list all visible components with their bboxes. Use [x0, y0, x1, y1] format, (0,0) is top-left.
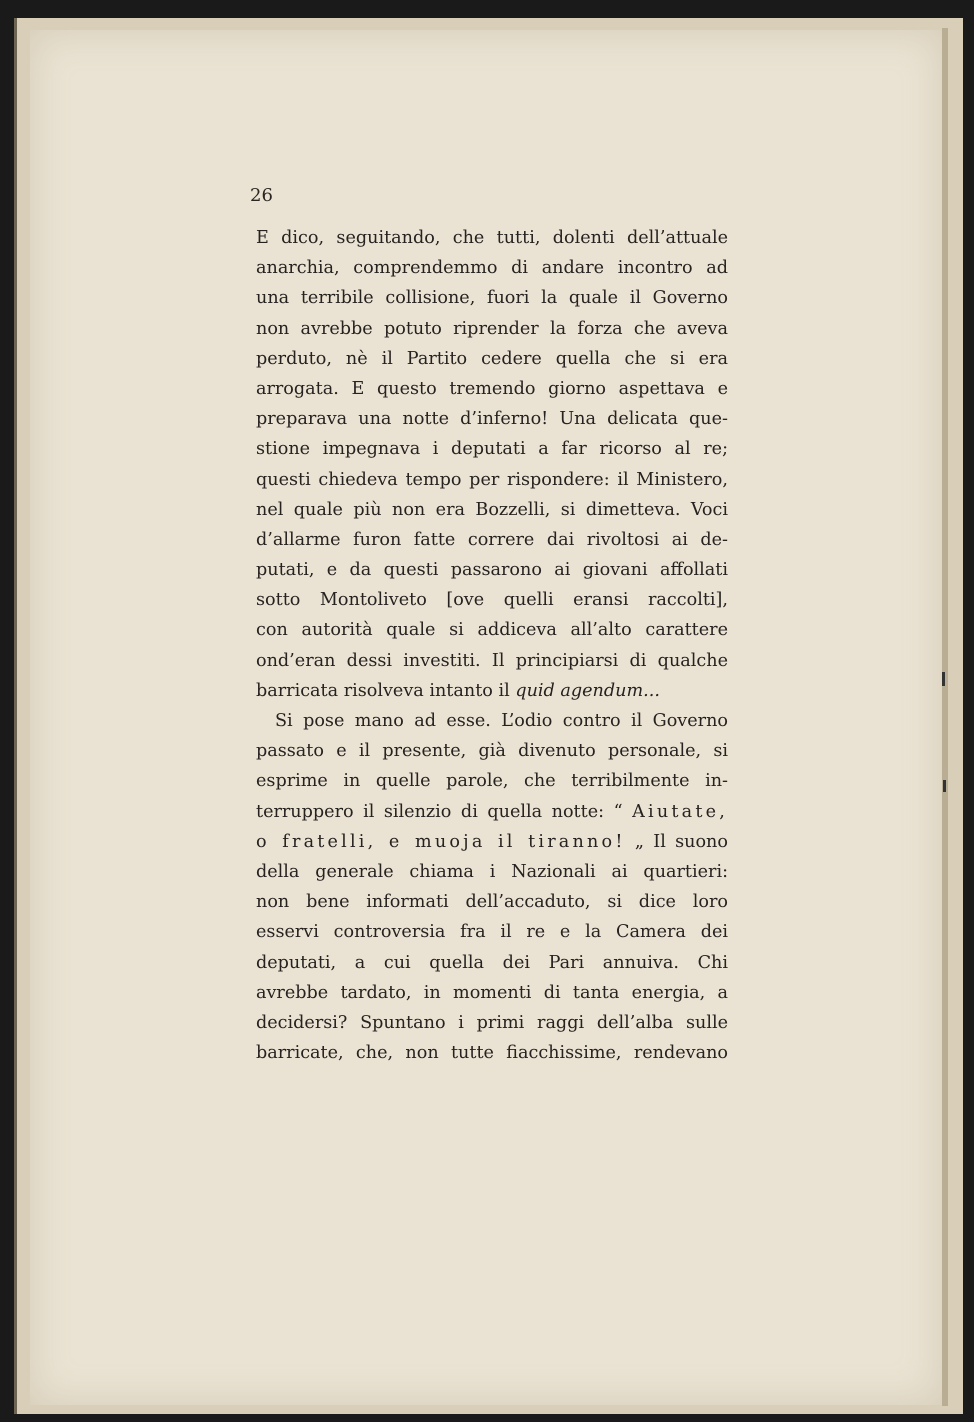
line-segment: Si pose mano ad esse. L’odio contro il Governo	[275, 711, 728, 731]
text-line	[256, 1008, 728, 1038]
text-line	[256, 948, 728, 978]
text-line	[256, 344, 728, 374]
page-number: 26	[250, 185, 273, 206]
text-line	[256, 736, 728, 766]
text-line	[256, 374, 728, 404]
line-segment: barricata risolveva intanto il	[256, 680, 516, 701]
text-line	[256, 1038, 728, 1068]
line-segment: preparava una notte d’inferno! Una delicata que-	[256, 409, 728, 430]
line-segment: questi chiedeva tempo per rispondere: il Ministero,	[256, 469, 728, 490]
line-segment: deputati, a cui quella dei Pari annuiva. Chi	[256, 952, 728, 973]
text-line	[256, 223, 728, 253]
line-segment: barricate, che, non tutte fiacchissime, rendevano	[256, 1043, 728, 1064]
line-segment: Aiutate,	[632, 801, 728, 822]
text-line	[256, 314, 728, 344]
text-line	[256, 887, 728, 917]
text-line	[256, 465, 728, 495]
line-segment: decidersi? Spuntano i primi raggi dell’alba sulle	[256, 1012, 728, 1033]
text-line	[256, 495, 728, 525]
line-segment: sotto Montoliveto [ove quelli eransi raccolti],	[256, 590, 728, 611]
line-segment: non bene informati dell’accaduto, si dice loro	[256, 892, 728, 913]
body-text	[256, 223, 728, 1068]
text-line	[256, 857, 728, 887]
text-line	[256, 917, 728, 947]
page-edge	[942, 28, 948, 1406]
line-segment: esprime in quelle parole, che terribilmente in-	[256, 771, 728, 792]
text-line	[256, 978, 728, 1008]
line-segment: „ Il suono	[625, 831, 728, 852]
line-segment: con autorità quale si addiceva all’alto carattere	[256, 620, 728, 641]
text-line	[256, 827, 728, 857]
line-segment: o fratelli, e muoja il tiranno!	[256, 831, 626, 852]
line-segment: terruppero il silenzio di quella notte: “	[256, 801, 633, 822]
line-segment: avrebbe tardato, in momenti di tanta energia, a	[256, 982, 728, 1003]
line-segment: anarchia, comprendemmo di andare incontro ad	[256, 258, 728, 279]
text-line	[256, 797, 728, 827]
line-segment: non avrebbe potuto riprender la forza che aveva	[256, 318, 728, 339]
line-segment: nel quale più non era Bozzelli, si dimetteva. Voci	[256, 499, 728, 520]
text-line	[256, 434, 728, 464]
margin-mark	[942, 672, 945, 686]
text-line	[256, 585, 728, 615]
text-line	[256, 615, 728, 645]
line-segment: stione impegnava i deputati a far ricorso al re;	[256, 439, 728, 460]
text-line	[256, 766, 728, 796]
line-segment: E dico, seguitando, che tutti, dolenti dell’attuale	[256, 228, 728, 248]
line-segment: esservi controversia fra il re e la Camera dei	[256, 922, 728, 943]
text-line	[256, 283, 728, 313]
text-line	[256, 646, 728, 676]
text-line	[256, 253, 728, 283]
line-segment: arrogata. E questo tremendo giorno aspettava e	[256, 378, 728, 399]
line-segment: una terribile collisione, fuori la quale il Governo	[256, 288, 728, 309]
line-segment: perduto, nè il Partito cedere quella che si era	[256, 348, 728, 369]
line-segment: della generale chiama i Nazionali ai quartieri:	[256, 861, 728, 882]
margin-mark	[943, 780, 946, 792]
text-line	[256, 706, 728, 736]
line-segment: ond’eran dessi investiti. Il principiarsi di qualche	[256, 650, 728, 671]
line-segment: putati, e da questi passarono ai giovani affollati	[256, 560, 728, 581]
line-segment: passato e il presente, già divenuto personale, si	[256, 741, 728, 762]
line-segment: quid agendum...	[515, 680, 660, 701]
text-line	[256, 404, 728, 434]
text-line	[256, 525, 728, 555]
line-segment: d’allarme furon fatte correre dai rivoltosi ai de-	[256, 529, 728, 550]
text-line	[256, 555, 728, 585]
text-line	[256, 676, 728, 706]
